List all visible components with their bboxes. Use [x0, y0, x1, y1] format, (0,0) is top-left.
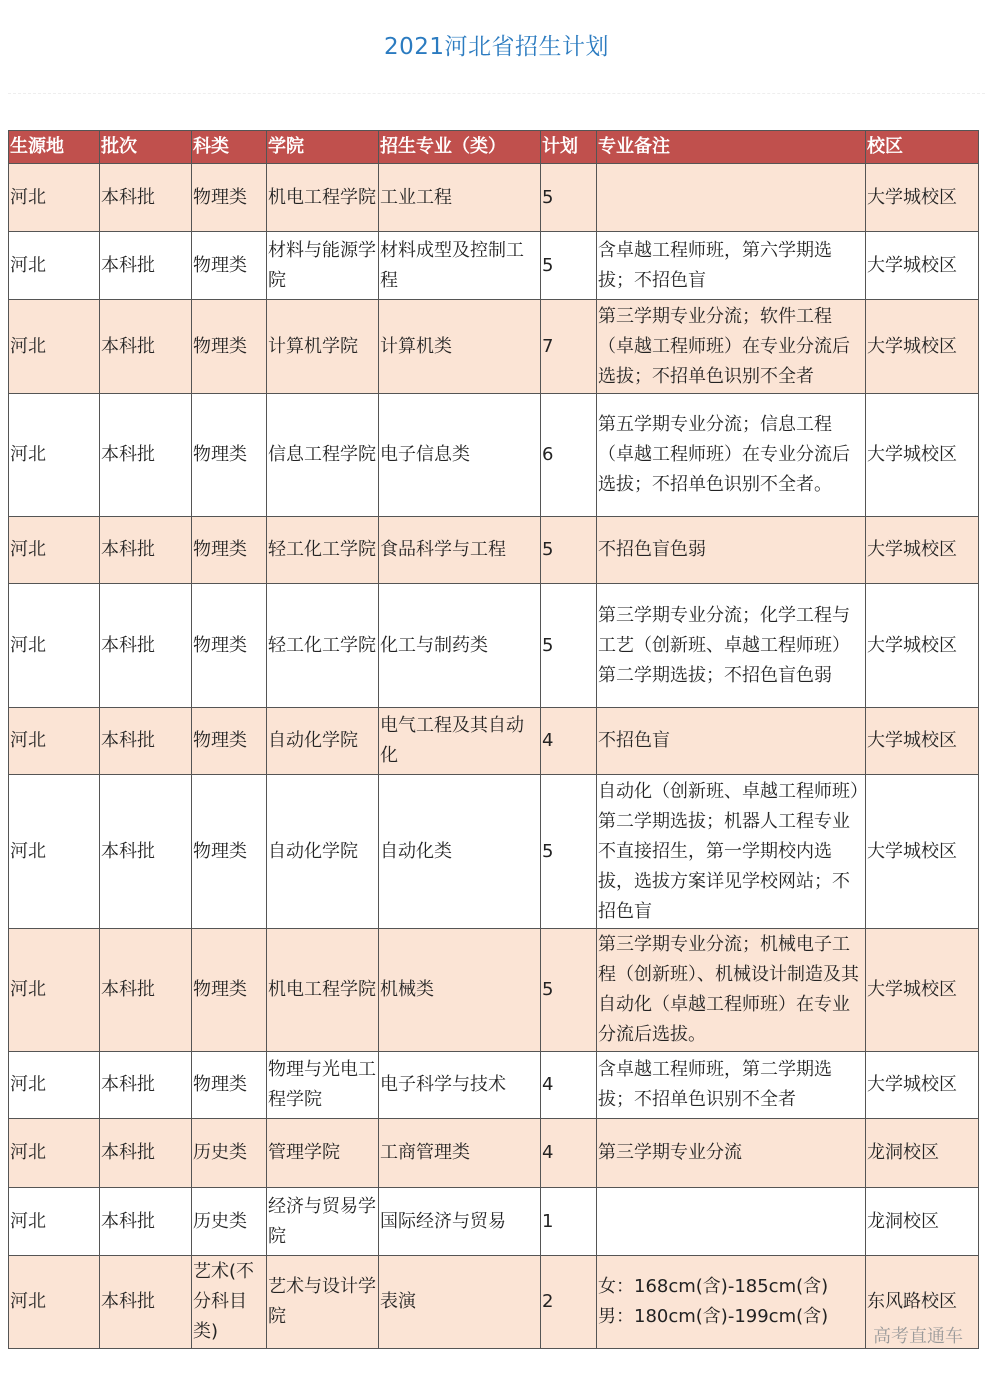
cell-category: 物理类	[192, 517, 267, 584]
cell-batch: 本科批	[100, 394, 192, 517]
cell-major: 表演	[379, 1256, 541, 1349]
table-row	[9, 517, 979, 584]
cell-major: 电子信息类	[379, 394, 541, 517]
cell-notes: 第三学期专业分流；软件工程（卓越工程师班）在专业分流后选拔；不招单色识别不全者	[597, 300, 866, 394]
cell-plan: 4	[541, 1052, 597, 1119]
cell-province: 河北	[9, 394, 100, 517]
cell-campus: 龙洞校区	[866, 1188, 979, 1256]
cell-college: 机电工程学院	[267, 164, 379, 232]
cell-category: 物理类	[192, 394, 267, 517]
cell-campus: 大学城校区	[866, 584, 979, 708]
cell-notes	[597, 164, 866, 232]
cell-college: 经济与贸易学院	[267, 1188, 379, 1256]
cell-batch: 本科批	[100, 584, 192, 708]
cell-campus: 大学城校区	[866, 708, 979, 775]
cell-province: 河北	[9, 1119, 100, 1188]
header-major: 招生专业（类）	[379, 131, 541, 164]
cell-batch: 本科批	[100, 929, 192, 1052]
cell-college: 管理学院	[267, 1119, 379, 1188]
cell-plan: 6	[541, 394, 597, 517]
cell-college: 轻工化工学院	[267, 584, 379, 708]
table-row	[9, 708, 979, 775]
cell-college: 自动化学院	[267, 708, 379, 775]
cell-major: 电子科学与技术	[379, 1052, 541, 1119]
cell-plan: 7	[541, 300, 597, 394]
table-row	[9, 394, 979, 517]
table-row	[9, 164, 979, 232]
cell-campus: 大学城校区	[866, 1052, 979, 1119]
cell-category: 物理类	[192, 929, 267, 1052]
cell-category: 物理类	[192, 708, 267, 775]
cell-notes: 含卓越工程师班，第六学期选拔；不招色盲	[597, 232, 866, 300]
cell-college: 计算机学院	[267, 300, 379, 394]
cell-province: 河北	[9, 517, 100, 584]
table-row	[9, 1188, 979, 1256]
cell-province: 河北	[9, 1188, 100, 1256]
table-row	[9, 1256, 979, 1349]
cell-notes: 第三学期专业分流；机械电子工程（创新班）、机械设计制造及其自动化（卓越工程师班）在专业分流后选拔。	[597, 929, 866, 1052]
cell-major: 化工与制药类	[379, 584, 541, 708]
cell-batch: 本科批	[100, 1188, 192, 1256]
header-batch: 批次	[100, 131, 192, 164]
cell-province: 河北	[9, 300, 100, 394]
cell-major: 工商管理类	[379, 1119, 541, 1188]
cell-province: 河北	[9, 1052, 100, 1119]
cell-category: 艺术(不分科目类)	[192, 1256, 267, 1349]
cell-major: 材料成型及控制工程	[379, 232, 541, 300]
cell-campus: 龙洞校区	[866, 1119, 979, 1188]
cell-plan: 5	[541, 929, 597, 1052]
cell-campus: 大学城校区	[866, 232, 979, 300]
cell-province: 河北	[9, 584, 100, 708]
table-row	[9, 300, 979, 394]
cell-plan: 5	[541, 164, 597, 232]
cell-college: 自动化学院	[267, 775, 379, 929]
cell-batch: 本科批	[100, 708, 192, 775]
cell-category: 历史类	[192, 1119, 267, 1188]
header-major-notes: 专业备注	[597, 131, 866, 164]
table-row	[9, 929, 979, 1052]
cell-college: 信息工程学院	[267, 394, 379, 517]
cell-notes: 第三学期专业分流	[597, 1119, 866, 1188]
cell-major: 计算机类	[379, 300, 541, 394]
cell-major: 工业工程	[379, 164, 541, 232]
cell-province: 河北	[9, 929, 100, 1052]
cell-batch: 本科批	[100, 232, 192, 300]
cell-notes: 含卓越工程师班，第二学期选拔；不招单色识别不全者	[597, 1052, 866, 1119]
cell-category: 物理类	[192, 775, 267, 929]
header-college: 学院	[267, 131, 379, 164]
page-title: 2021河北省招生计划	[383, 34, 610, 60]
header-plan: 计划	[541, 131, 597, 164]
cell-province: 河北	[9, 708, 100, 775]
cell-college: 轻工化工学院	[267, 517, 379, 584]
cell-province: 河北	[9, 775, 100, 929]
table-row	[9, 584, 979, 708]
cell-batch: 本科批	[100, 517, 192, 584]
cell-campus: 大学城校区	[866, 929, 979, 1052]
table-row	[9, 1119, 979, 1188]
cell-plan: 1	[541, 1188, 597, 1256]
cell-plan: 2	[541, 1256, 597, 1349]
cell-category: 物理类	[192, 232, 267, 300]
cell-province: 河北	[9, 232, 100, 300]
cell-category: 历史类	[192, 1188, 267, 1256]
cell-major: 机械类	[379, 929, 541, 1052]
cell-plan: 5	[541, 517, 597, 584]
cell-notes: 第五学期专业分流；信息工程（卓越工程师班）在专业分流后选拔；不招单色识别不全者。	[597, 394, 866, 517]
cell-batch: 本科批	[100, 300, 192, 394]
cell-notes: 不招色盲色弱	[597, 517, 866, 584]
cell-batch: 本科批	[100, 164, 192, 232]
table-header-row	[9, 131, 979, 164]
cell-campus: 东风路校区	[866, 1256, 979, 1349]
cell-campus: 大学城校区	[866, 300, 979, 394]
table-row	[9, 775, 979, 929]
cell-major: 电气工程及其自动化	[379, 708, 541, 775]
cell-notes: 自动化（创新班、卓越工程师班）第二学期选拔；机器人工程专业不直接招生，第一学期校内选拔，选拔方案详见学校网站；不招色盲	[597, 775, 866, 929]
header-source-province: 生源地	[9, 131, 100, 164]
cell-plan: 4	[541, 1119, 597, 1188]
cell-campus: 大学城校区	[866, 517, 979, 584]
cell-plan: 5	[541, 775, 597, 929]
cell-notes: 第三学期专业分流；化学工程与工艺（创新班、卓越工程师班）第二学期选拔；不招色盲色弱	[597, 584, 866, 708]
cell-college: 机电工程学院	[267, 929, 379, 1052]
cell-notes: 不招色盲	[597, 708, 866, 775]
header-subject-category: 科类	[192, 131, 267, 164]
cell-category: 物理类	[192, 584, 267, 708]
cell-batch: 本科批	[100, 1052, 192, 1119]
cell-category: 物理类	[192, 300, 267, 394]
enrollment-plan-table	[8, 130, 979, 1349]
cell-campus: 大学城校区	[866, 775, 979, 929]
cell-college: 艺术与设计学院	[267, 1256, 379, 1349]
table-row	[9, 1052, 979, 1119]
table-row	[9, 232, 979, 300]
cell-plan: 4	[541, 708, 597, 775]
cell-major: 国际经济与贸易	[379, 1188, 541, 1256]
cell-batch: 本科批	[100, 1119, 192, 1188]
cell-college: 物理与光电工程学院	[267, 1052, 379, 1119]
cell-notes	[597, 1188, 866, 1256]
cell-plan: 5	[541, 584, 597, 708]
cell-category: 物理类	[192, 164, 267, 232]
title-divider	[8, 93, 985, 94]
cell-major: 自动化类	[379, 775, 541, 929]
cell-province: 河北	[9, 1256, 100, 1349]
cell-college: 材料与能源学院	[267, 232, 379, 300]
cell-batch: 本科批	[100, 775, 192, 929]
cell-province: 河北	[9, 164, 100, 232]
cell-major: 食品科学与工程	[379, 517, 541, 584]
cell-batch: 本科批	[100, 1256, 192, 1349]
watermark: 高考直通车	[873, 1326, 963, 1347]
cell-campus: 大学城校区	[866, 164, 979, 232]
cell-notes: 女：168cm(含)-185cm(含) 男：180cm(含)-199cm(含)	[597, 1256, 866, 1349]
cell-campus: 大学城校区	[866, 394, 979, 517]
header-campus: 校区	[866, 131, 979, 164]
cell-plan: 5	[541, 232, 597, 300]
cell-category: 物理类	[192, 1052, 267, 1119]
